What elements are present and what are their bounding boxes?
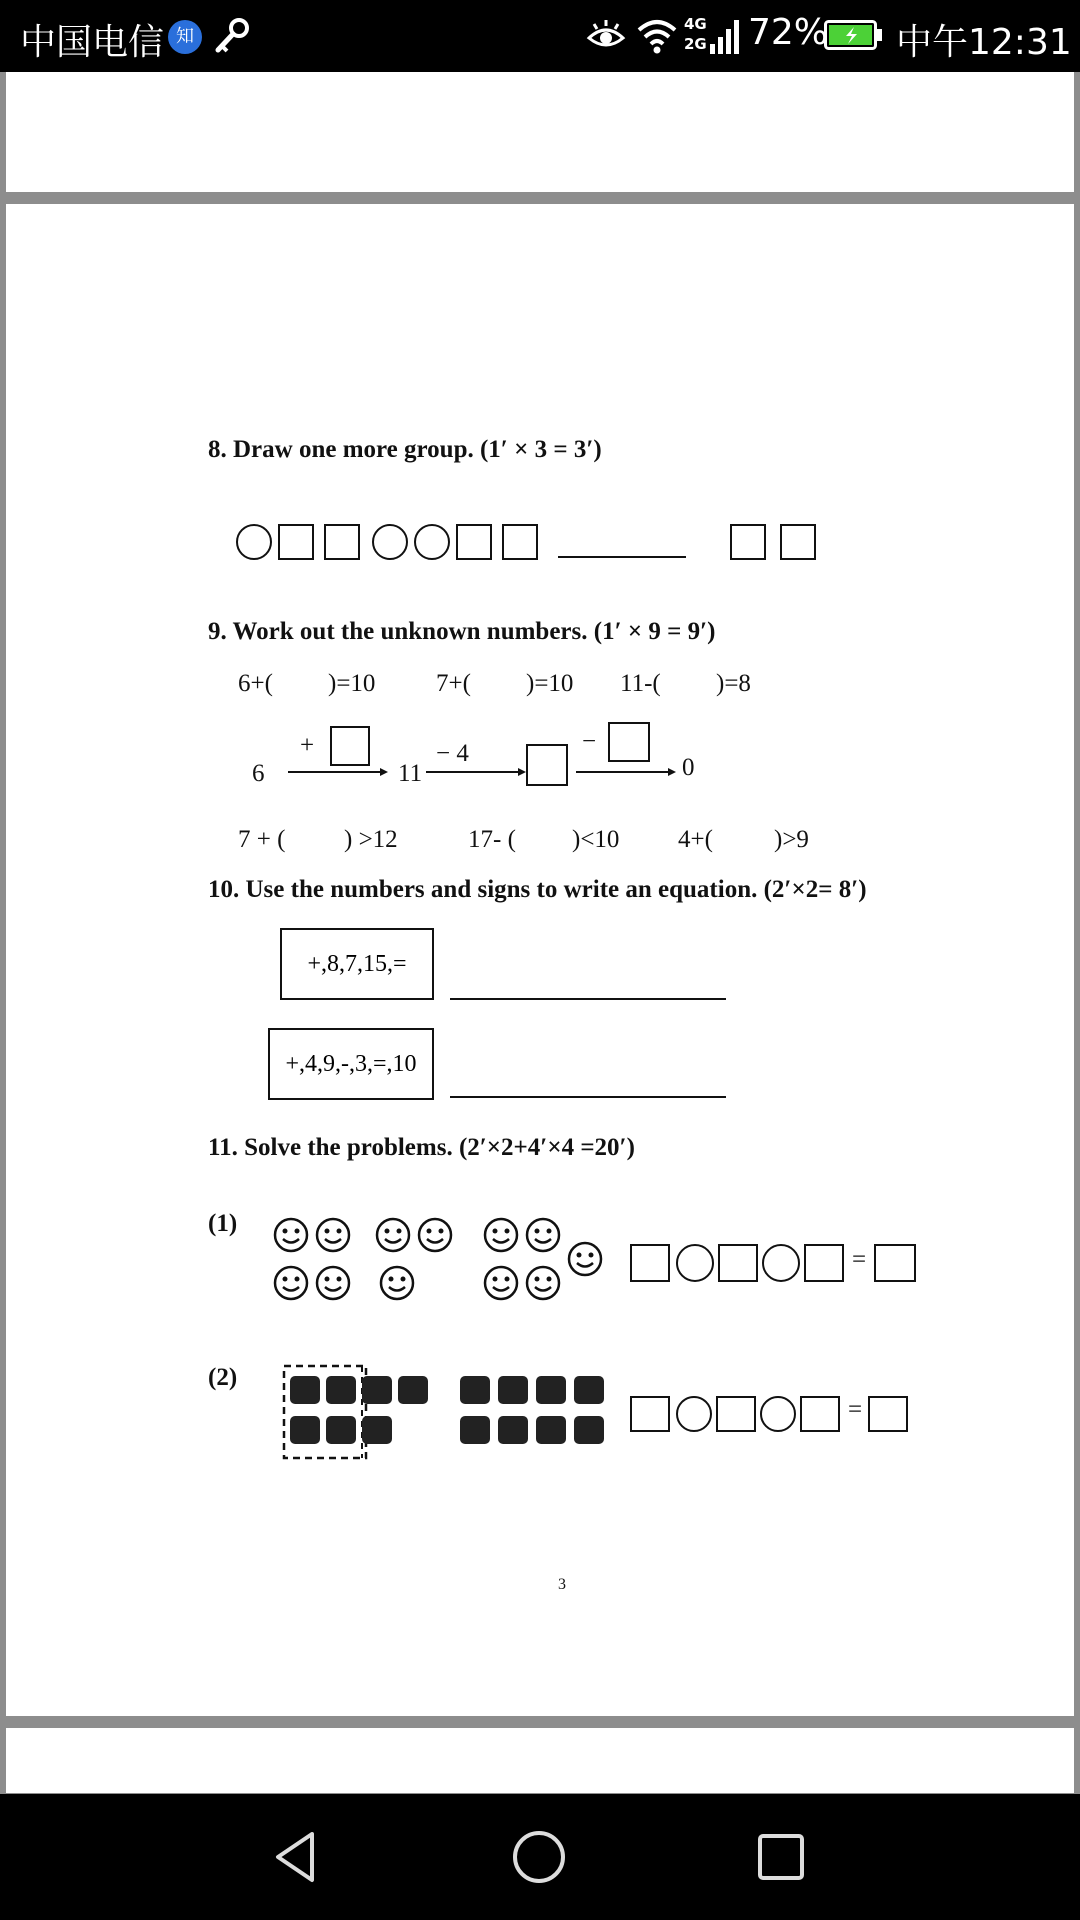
q9-expr: )=10 — [526, 670, 574, 697]
page-number: 3 — [558, 1576, 566, 1593]
home-icon[interactable] — [506, 1824, 572, 1890]
q9-expr: 7 + ( — [238, 826, 286, 853]
battery-charging-icon — [824, 20, 884, 50]
network-type-top: 4G — [684, 15, 707, 33]
eq1-equals: = — [852, 1246, 867, 1273]
eq1-circle[interactable] — [762, 1244, 800, 1282]
eq2-result-box[interactable] — [868, 1396, 908, 1432]
eq1-result-box[interactable] — [874, 1244, 916, 1282]
q9-expr: )<10 — [572, 826, 620, 853]
network-type-bottom: 2G — [684, 35, 707, 53]
block — [460, 1376, 490, 1404]
battery-percent: 72% — [748, 12, 829, 53]
block — [536, 1376, 566, 1404]
q9-expr: )=8 — [716, 670, 751, 697]
smiley-icon — [566, 1240, 604, 1278]
eq2-circle[interactable] — [760, 1396, 796, 1432]
eq2-equals: = — [848, 1396, 863, 1423]
block — [326, 1416, 356, 1444]
cellular-signal-icon — [684, 14, 742, 58]
smiley-icon — [482, 1216, 520, 1254]
chain-mid: 11 — [398, 760, 423, 787]
eq2-box[interactable] — [716, 1396, 756, 1432]
eq1-circle[interactable] — [676, 1244, 714, 1282]
chain-arrow — [288, 766, 388, 778]
status-bar — [0, 0, 1080, 72]
smiley-icon — [314, 1216, 352, 1254]
question-8-title: 8. Draw one more group. (1′ × 3 = 3′) — [208, 436, 602, 463]
q9-expr: 11-( — [620, 670, 661, 697]
q9-expr: )=10 — [328, 670, 376, 697]
q8-square — [278, 524, 314, 560]
chain-op-minus: − — [582, 728, 597, 755]
block — [498, 1376, 528, 1404]
q9-expr: 7+( — [436, 670, 471, 697]
chain-box[interactable] — [608, 722, 650, 762]
navigation-bar — [0, 1794, 1080, 1920]
q8-square — [502, 524, 538, 560]
q8-answer-blank[interactable] — [558, 556, 686, 558]
block — [574, 1416, 604, 1444]
chain-arrow — [576, 766, 676, 778]
key-icon — [212, 16, 252, 56]
eq2-circle[interactable] — [676, 1396, 712, 1432]
block — [290, 1416, 320, 1444]
q9-expr: 17- ( — [468, 826, 516, 853]
q10-answer-line-1[interactable] — [450, 998, 726, 1000]
zhihu-app-icon: 知 — [168, 20, 202, 54]
question-9-title: 9. Work out the unknown numbers. (1′ × 9 = 9′) — [208, 618, 716, 645]
eq1-box[interactable] — [804, 1244, 844, 1282]
question-11-title: 11. Solve the problems. (2′×2+4′×4 =20′) — [208, 1134, 635, 1161]
back-icon[interactable] — [264, 1824, 330, 1890]
worksheet-page[interactable] — [6, 204, 1074, 1716]
next-page — [6, 1728, 1074, 1793]
block — [498, 1416, 528, 1444]
q8-square — [780, 524, 816, 560]
block — [398, 1376, 428, 1404]
q10-box-1: +,8,7,15,= — [280, 928, 434, 1000]
q8-circle — [236, 524, 272, 560]
recent-apps-icon[interactable] — [748, 1824, 814, 1890]
block — [362, 1416, 392, 1444]
chain-arrow — [426, 766, 526, 778]
q11-part-2-label: (2) — [208, 1364, 238, 1391]
clock: 中午12:31 — [896, 22, 1072, 63]
wifi-icon — [636, 16, 678, 56]
block — [326, 1376, 356, 1404]
eye-comfort-icon — [586, 18, 626, 54]
q8-circle — [372, 524, 408, 560]
q10-box-2: +,4,9,-,3,=,10 — [268, 1028, 434, 1100]
block — [460, 1416, 490, 1444]
eq1-box[interactable] — [630, 1244, 670, 1282]
q8-circle — [414, 524, 450, 560]
eq1-box[interactable] — [718, 1244, 758, 1282]
smiley-icon — [524, 1264, 562, 1302]
q9-expr: 4+( — [678, 826, 713, 853]
block — [362, 1376, 392, 1404]
smiley-icon — [378, 1264, 416, 1302]
eq2-box[interactable] — [630, 1396, 670, 1432]
chain-op-plus: + — [300, 732, 315, 759]
smiley-icon — [314, 1264, 352, 1302]
question-10-title: 10. Use the numbers and signs to write an equation. (2′×2= 8′) — [208, 876, 867, 903]
q9-expr: )>9 — [774, 826, 809, 853]
smiley-icon — [524, 1216, 562, 1254]
q10-answer-line-2[interactable] — [450, 1096, 726, 1098]
q11-part-1-label: (1) — [208, 1210, 238, 1237]
chain-op-minus4: − 4 — [436, 740, 469, 767]
block — [290, 1376, 320, 1404]
block — [536, 1416, 566, 1444]
chain-box[interactable] — [526, 744, 568, 786]
q8-square — [730, 524, 766, 560]
smiley-icon — [272, 1264, 310, 1302]
chain-end: 0 — [682, 754, 695, 781]
q8-square — [456, 524, 492, 560]
chain-start: 6 — [252, 760, 265, 787]
smiley-icon — [272, 1216, 310, 1254]
block — [574, 1376, 604, 1404]
q8-square — [324, 524, 360, 560]
smiley-icon — [482, 1264, 520, 1302]
carrier-name: 中国电信 — [20, 22, 165, 63]
q9-expr: ) >12 — [344, 826, 398, 853]
chain-box[interactable] — [330, 726, 370, 766]
eq2-box[interactable] — [800, 1396, 840, 1432]
smiley-icon — [374, 1216, 412, 1254]
q9-expr: 6+( — [238, 670, 273, 697]
smiley-icon — [416, 1216, 454, 1254]
previous-page — [6, 72, 1074, 192]
